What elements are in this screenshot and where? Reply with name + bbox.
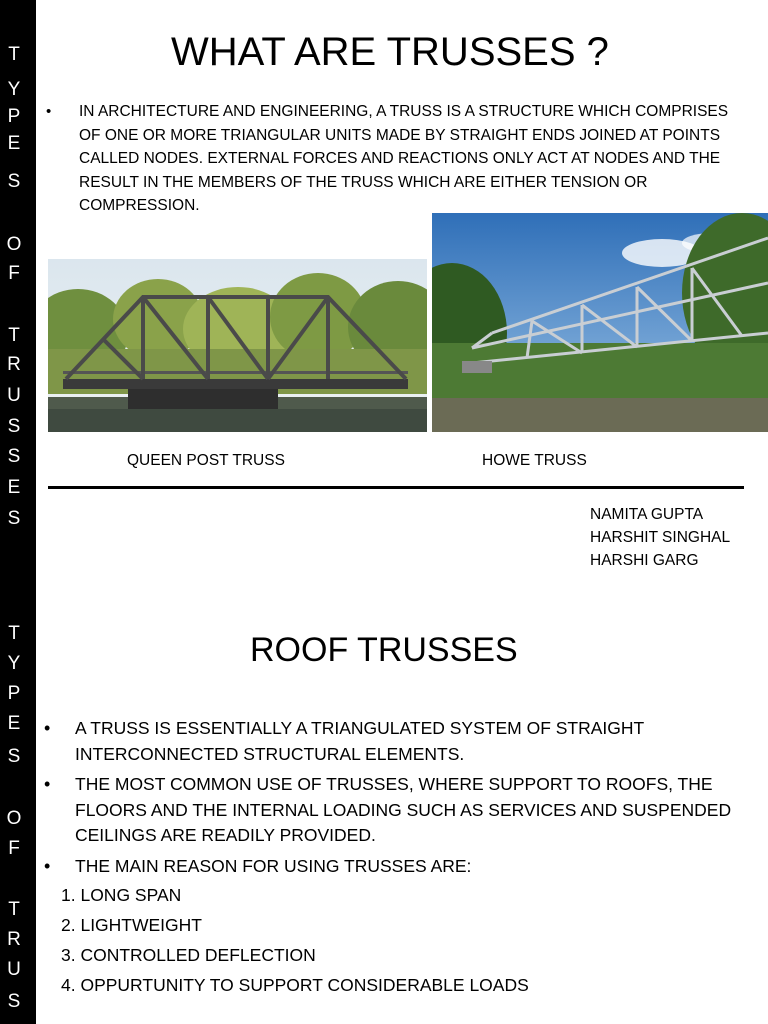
reason-item: 2. LIGHTWEIGHT <box>61 915 202 935</box>
caption-queen-post-truss: QUEEN POST TRUSS <box>127 452 285 469</box>
queen-post-truss-photo <box>48 259 427 432</box>
sidebar-letter: Y <box>7 653 21 674</box>
sidebar-letter: T <box>8 899 20 920</box>
sidebar-letter: T <box>8 325 20 346</box>
reason-item: 3. CONTROLLED DEFLECTION <box>61 945 316 965</box>
bullet-marker: • <box>46 103 52 120</box>
reason-item: 4. OPPURTUNITY TO SUPPORT CONSIDERABLE LOADS <box>61 975 529 995</box>
sidebar-letter: S <box>7 746 21 767</box>
bullet-marker: • <box>44 856 51 876</box>
author-name: NAMITA GUPTA <box>590 506 704 523</box>
sidebar-letter: S <box>7 446 21 467</box>
sidebar-letter: T <box>8 44 20 65</box>
sidebar-letter: E <box>7 133 21 154</box>
intro-paragraph: IN ARCHITECTURE AND ENGINEERING, A TRUSS IS A STRUCTURE WHICH COMPRISES OF ONE OR MORE TRIANGULAR UNITS MADE BY STRAIGHT ENDS JOINED AT POINTS CALLED NODES. EXTERNAL FORCES AND REACTIONS ONLY ACT AT NODES AND THE RESULT IN THE MEMBERS OF THE TRUSS WHICH ARE EITHER TENSION OR COMPRESSION. <box>79 103 729 214</box>
caption-howe-truss: HOWE TRUSS <box>482 452 587 469</box>
roof-bullet-1: A TRUSS IS ESSENTIALLY A TRIANGULATED SYSTEM OF STRAIGHT INTERCONNECTED STRUCTURAL ELEMENTS. <box>75 718 644 764</box>
bullet-marker: • <box>44 774 51 794</box>
sidebar-letter: S <box>7 508 21 529</box>
sidebar-letter: O <box>6 808 22 829</box>
sidebar-letter: E <box>7 713 21 734</box>
section-title: ROOF TRUSSES <box>250 631 518 669</box>
sidebar-strip <box>0 0 36 1024</box>
reason-item: 1. LONG SPAN <box>61 885 182 905</box>
page-title: WHAT ARE TRUSSES ? <box>171 30 609 74</box>
sidebar-letter: U <box>7 385 21 406</box>
sidebar-letter: S <box>7 171 21 192</box>
sidebar-letter: F <box>8 263 20 284</box>
sidebar-letter: O <box>6 234 22 255</box>
roof-bullet-3: THE MAIN REASON FOR USING TRUSSES ARE: <box>75 856 472 876</box>
sidebar-letter: R <box>7 929 21 950</box>
sidebar-letter: Y <box>7 79 21 100</box>
sidebar-letter: S <box>7 416 21 437</box>
author-name: HARSHIT SINGHAL <box>590 529 731 546</box>
sidebar-letter: F <box>8 838 20 859</box>
sidebar-letter: S <box>7 991 21 1012</box>
section-divider <box>48 486 744 489</box>
sidebar-letter: P <box>7 683 21 704</box>
sidebar-letter: T <box>8 623 20 644</box>
howe-truss-photo <box>432 213 768 432</box>
sidebar-letter: P <box>7 106 21 127</box>
sidebar-letter: R <box>7 354 21 375</box>
sidebar-letter: U <box>7 959 21 980</box>
bullet-marker: • <box>44 718 51 738</box>
sidebar-letter: E <box>7 477 21 498</box>
author-name: HARSHI GARG <box>590 552 699 569</box>
roof-bullet-2: THE MOST COMMON USE OF TRUSSES, WHERE SUPPORT TO ROOFS, THE FLOORS AND THE INTERNAL LOADING SUCH AS SERVICES AND SUSPENDED CEILINGS ARE READILY PROVIDED. <box>75 774 732 845</box>
